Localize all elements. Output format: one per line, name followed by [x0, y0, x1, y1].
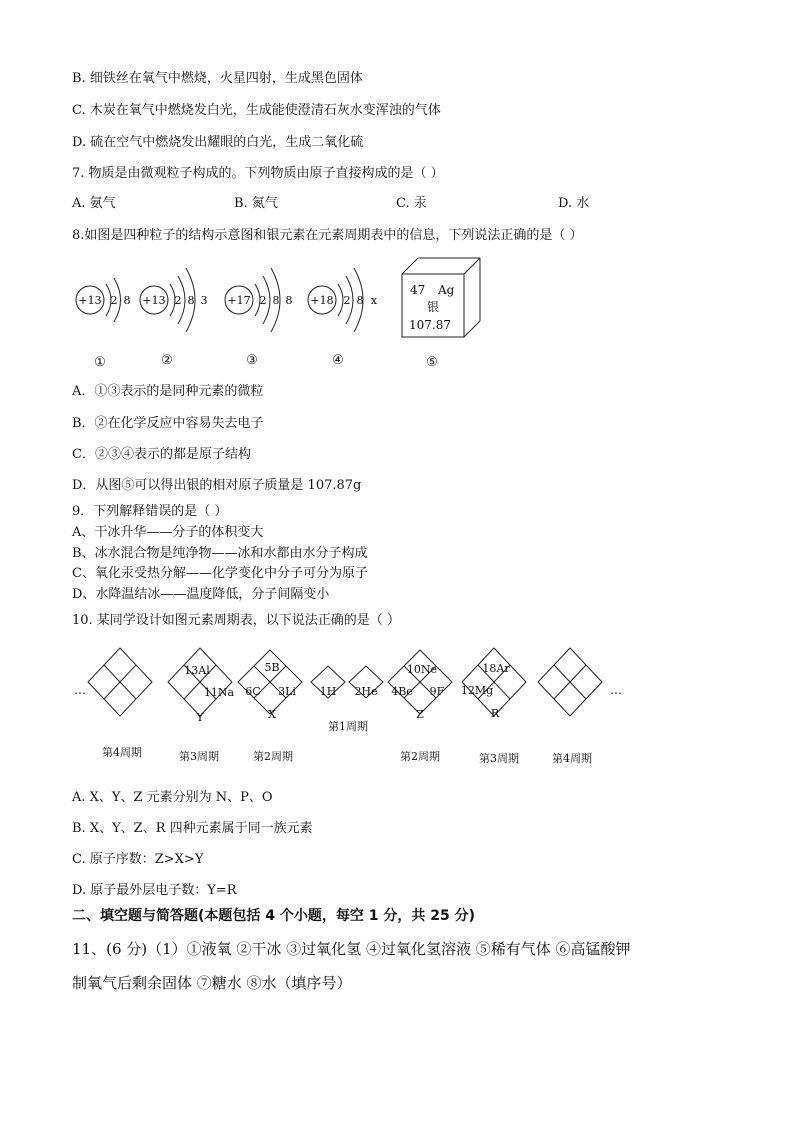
q9-option-a: A、干冰升华——分子的体积变大 — [72, 525, 264, 540]
q8-stem: 8.如图是四种粒子的结构示意图和银元素在元素周期表中的信息，下列说法正确的是（ ） — [72, 228, 583, 243]
q8-option-d: D．从图⑤可以得出银的相对原子质量是 107.87g — [72, 478, 362, 493]
label-4: ④ — [332, 353, 344, 368]
cell-4be: 4Be — [391, 685, 413, 698]
section-2-heading: 二、填空题与简答题(本题包括 4 个小题，每空 1 分，共 25 分) — [72, 908, 476, 924]
p3-shell-2: 8 — [272, 294, 280, 307]
element-symbol: Ag — [438, 283, 455, 297]
cell-r: R — [490, 707, 500, 720]
cell-10ne: 10Ne — [406, 663, 438, 676]
q8-option-a: A．①③表示的是同种元素的微粒 — [72, 384, 264, 399]
q7-option-d: D. 水 — [558, 196, 590, 211]
cell-1h: 1H — [319, 685, 337, 698]
p2-nucleus: +13 — [142, 294, 166, 307]
p3-shell-3: 8 — [285, 294, 293, 307]
element-name: 银 — [426, 300, 440, 314]
ellipsis-left: … — [74, 683, 86, 697]
q10-option-a: A. X、Y、Z 元素分别为 N、P、O — [72, 790, 273, 805]
q7-stem: 7. 物质是由微观粒子构成的。下列物质由原子直接构成的是（ ） — [72, 166, 444, 181]
q6-option-d: D. 硫在空气中燃烧发出耀眼的白光，生成二氧化硫 — [72, 135, 364, 150]
q10-periodic-figure — [0, 636, 794, 772]
q9-stem: 9．下列解释错误的是（ ） — [72, 504, 228, 519]
p1-shell-2: 8 — [123, 294, 131, 307]
p2-shell-3: 3 — [200, 294, 208, 307]
q7-option-a: A. 氨气 — [72, 196, 116, 211]
period-label-4: 第1周期 — [328, 720, 368, 733]
p2-shell-1: 2 — [174, 294, 182, 307]
cell-5b: 5B — [264, 661, 280, 674]
q9-option-d: D、水降温结冰——温度降低，分子间隔变小 — [72, 587, 330, 602]
q7-option-b: B. 氮气 — [234, 196, 278, 211]
p3-nucleus: +17 — [227, 294, 251, 307]
q8-option-b: B．②在化学反应中容易失去电子 — [72, 416, 264, 431]
period-label-5: 第2周期 — [400, 750, 440, 763]
cell-z: Z — [416, 708, 424, 721]
element-mass: 107.87 — [409, 318, 451, 332]
label-3: ③ — [246, 353, 258, 368]
q8-figure — [0, 248, 794, 376]
period-label-7: 第4周期 — [552, 752, 592, 765]
cell-18ar: 18Ar — [482, 662, 510, 675]
p3-shell-1: 2 — [259, 294, 267, 307]
q11-line-2: 制氧气后剩余固体 ⑦糖水 ⑧水（填序号） — [72, 974, 352, 992]
cell-13al: 13Al — [184, 664, 210, 677]
q8-option-c: C．②③④表示的都是原子结构 — [72, 447, 251, 462]
cell-11na: 11Na — [203, 686, 235, 699]
q9-option-b: B、冰水混合物是纯净物——冰和水都由水分子构成 — [72, 546, 368, 561]
q9-option-c: C、氧化汞受热分解——化学变化中分子可分为原子 — [72, 566, 368, 581]
cell-9f: 9F — [429, 685, 445, 698]
period-label-1: 第4周期 — [102, 746, 142, 759]
q6-option-b: B. 细铁丝在氧气中燃烧，火星四射，生成黑色固体 — [72, 71, 363, 86]
ellipsis-right: … — [610, 683, 622, 697]
p1-nucleus: +13 — [78, 294, 102, 307]
q7-option-c: C. 汞 — [396, 196, 427, 211]
p4-shell-2: 8 — [356, 294, 364, 307]
p4-shell-1: 2 — [343, 294, 351, 307]
q10-stem: 10. 某同学设计如图元素周期表，以下说法正确的是（ ） — [72, 613, 400, 628]
p1-shell-1: 2 — [110, 294, 118, 307]
q6-option-c: C. 木炭在氧气中燃烧发白光，生成能使澄清石灰水变浑浊的气体 — [72, 103, 441, 118]
cell-6c: 6C — [245, 685, 261, 698]
cell-12mg: 12Mg — [460, 684, 494, 697]
q10-option-d: D. 原子最外层电子数：Y=R — [72, 883, 237, 898]
cell-x: X — [268, 708, 276, 721]
label-1: ① — [94, 355, 106, 370]
cell-2he: 2He — [354, 685, 378, 698]
label-5: ⑤ — [426, 355, 438, 370]
element-number: 47 — [410, 283, 426, 297]
q7-options — [72, 192, 712, 210]
q10-option-c: C. 原子序数：Z>X>Y — [72, 852, 204, 867]
period-label-2: 第3周期 — [179, 750, 219, 763]
cell-y: Y — [196, 711, 204, 724]
label-2: ② — [161, 353, 173, 368]
period-label-3: 第2周期 — [253, 750, 293, 763]
p4-nucleus: +18 — [310, 294, 334, 307]
period-label-6: 第3周期 — [479, 752, 519, 765]
p2-shell-2: 8 — [187, 294, 195, 307]
p4-shell-3: x — [370, 294, 378, 307]
q11-line-1: 11、(6 分)（1）①液氧 ②干冰 ③过氧化氢 ④过氧化氢溶液 ⑤稀有气体 ⑥高锰酸钾 — [72, 940, 631, 958]
cell-3li: 3Li — [278, 685, 296, 698]
q10-option-b: B. X、Y、Z、R 四种元素属于同一族元素 — [72, 821, 313, 836]
